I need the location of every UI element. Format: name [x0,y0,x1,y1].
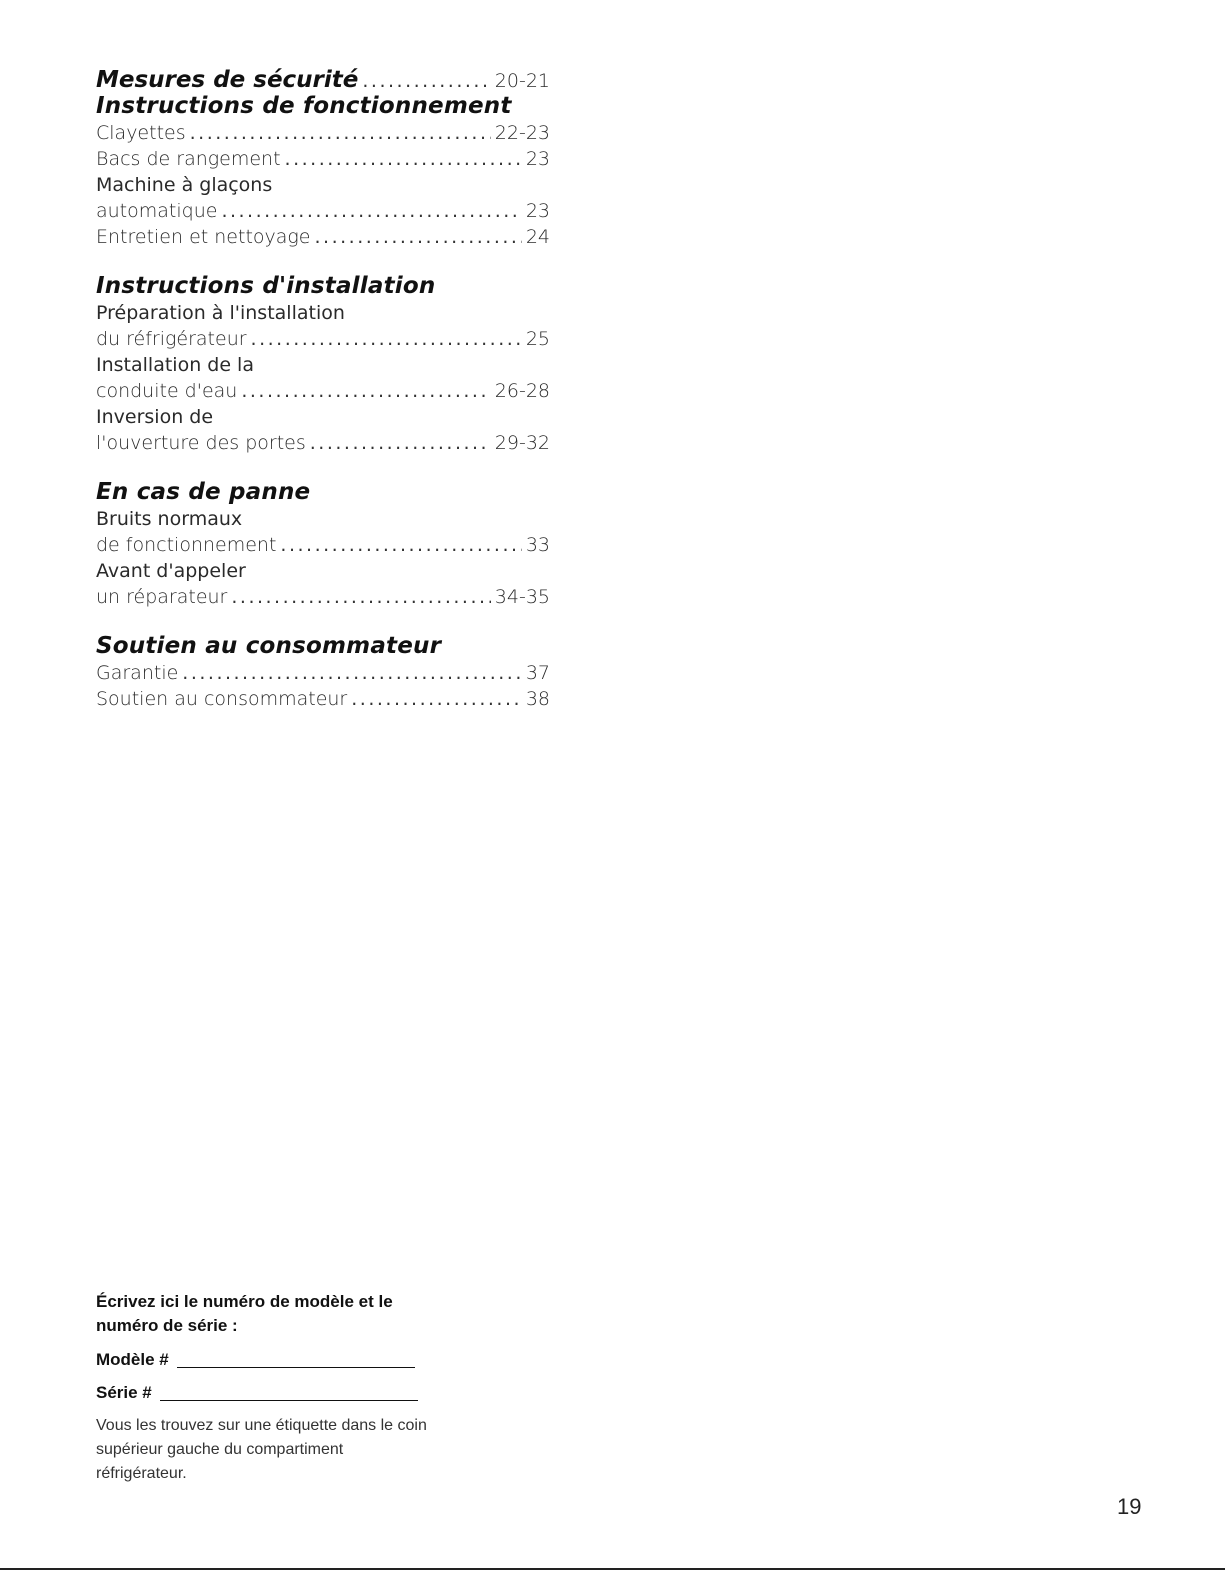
toc-entry-consumer-support[interactable] [96,686,550,712]
toc-entry-page: 23 [525,148,550,170]
model-number-label: Modèle # [96,1350,169,1369]
toc-entry-page: 23 [525,200,550,222]
toc-entry-page: 37 [525,662,550,684]
toc-entry-page: 38 [525,688,550,710]
toc-entry-ice-maker[interactable] [96,198,550,224]
table-of-contents [96,66,550,712]
toc-entry-label: du réfrigérateur [96,328,247,350]
toc-entry-label: Soutien au consommateur [96,688,348,710]
toc-entry-door-reversal[interactable] [96,430,550,456]
serial-number-line[interactable] [160,1382,418,1401]
toc-section-troubleshooting [96,478,550,610]
dot-leader [190,120,491,146]
toc-entry-label: Bacs de rangement [96,148,281,170]
toc-entry-shelves[interactable] [96,120,550,146]
dot-leader [362,67,490,95]
toc-entry-storage-bins[interactable] [96,146,550,172]
toc-section-safety [96,66,550,95]
section-heading-installation: Instructions d'installation [96,273,436,299]
section-heading-support: Soutien au consommateur [96,633,442,659]
toc-entry-label: Mesures de sécurité [96,67,359,93]
toc-entry-normal-sounds[interactable] [96,532,550,558]
dot-leader [280,532,521,558]
dot-leader [285,146,522,172]
toc-entry-label: de fonctionnement [96,534,277,556]
toc-entry-label: un réparateur [96,586,228,608]
toc-entry-normal-sounds-line1: Bruits normaux [96,508,243,530]
toc-entry-door-reversal-line1: Inversion de [96,406,214,428]
model-serial-record [96,1290,436,1486]
toc-entry-preparation[interactable] [96,326,550,352]
record-title: Écrivez ici le numéro de modèle et le numéro de série : [96,1292,393,1335]
toc-entry-page: 26-28 [494,380,550,402]
toc-entry-ice-maker-line1: Machine à glaçons [96,174,273,196]
bottom-rule [0,1568,1225,1570]
toc-entry-page: 22-23 [494,122,550,144]
dot-leader [315,224,522,250]
dot-leader [221,198,521,224]
toc-entry-page: 34-35 [494,586,550,608]
toc-entry-page: 33 [525,534,550,556]
toc-entry-preparation-line1: Préparation à l'installation [96,302,345,324]
record-note: Vous les trouvez sur une étiquette dans le coin supérieur gauche du compartiment réfrigérateur. [96,1417,427,1482]
model-number-line[interactable] [177,1349,415,1368]
dot-leader [182,660,522,686]
toc-entry-label: Clayettes [96,122,186,144]
toc-entry-safety[interactable] [96,66,550,95]
toc-entry-label: conduite d'eau [96,380,238,402]
dot-leader [310,430,491,456]
toc-entry-water-line-line1: Installation de la [96,354,254,376]
dot-leader [251,326,522,352]
toc-entry-before-service[interactable] [96,584,550,610]
toc-entry-label: l'ouverture des portes [96,432,306,454]
toc-entry-page: 29-32 [494,432,550,454]
toc-entry-care-cleaning[interactable] [96,224,550,250]
toc-entry-page: 20-21 [494,70,550,92]
dot-leader [241,378,490,404]
toc-entry-before-service-line1: Avant d'appeler [96,560,246,582]
toc-entry-label: automatique [96,200,218,222]
serial-number-label: Série # [96,1383,152,1402]
section-heading-troubleshooting: En cas de panne [96,479,311,505]
toc-entry-page: 25 [525,328,550,350]
model-number-field[interactable] [96,1348,436,1372]
toc-entry-label: Garantie [96,662,179,684]
dot-leader [231,584,490,610]
toc-entry-warranty[interactable] [96,660,550,686]
page-number: 19 [1117,1494,1142,1519]
toc-section-installation [96,272,550,456]
serial-number-field[interactable] [96,1381,436,1405]
toc-section-operating [96,92,550,250]
section-heading-operating: Instructions de fonctionnement [96,93,512,119]
toc-entry-page: 24 [525,226,550,248]
toc-entry-water-line[interactable] [96,378,550,404]
toc-section-support [96,632,550,712]
dot-leader [351,686,522,712]
toc-entry-label: Entretien et nettoyage [96,226,311,248]
